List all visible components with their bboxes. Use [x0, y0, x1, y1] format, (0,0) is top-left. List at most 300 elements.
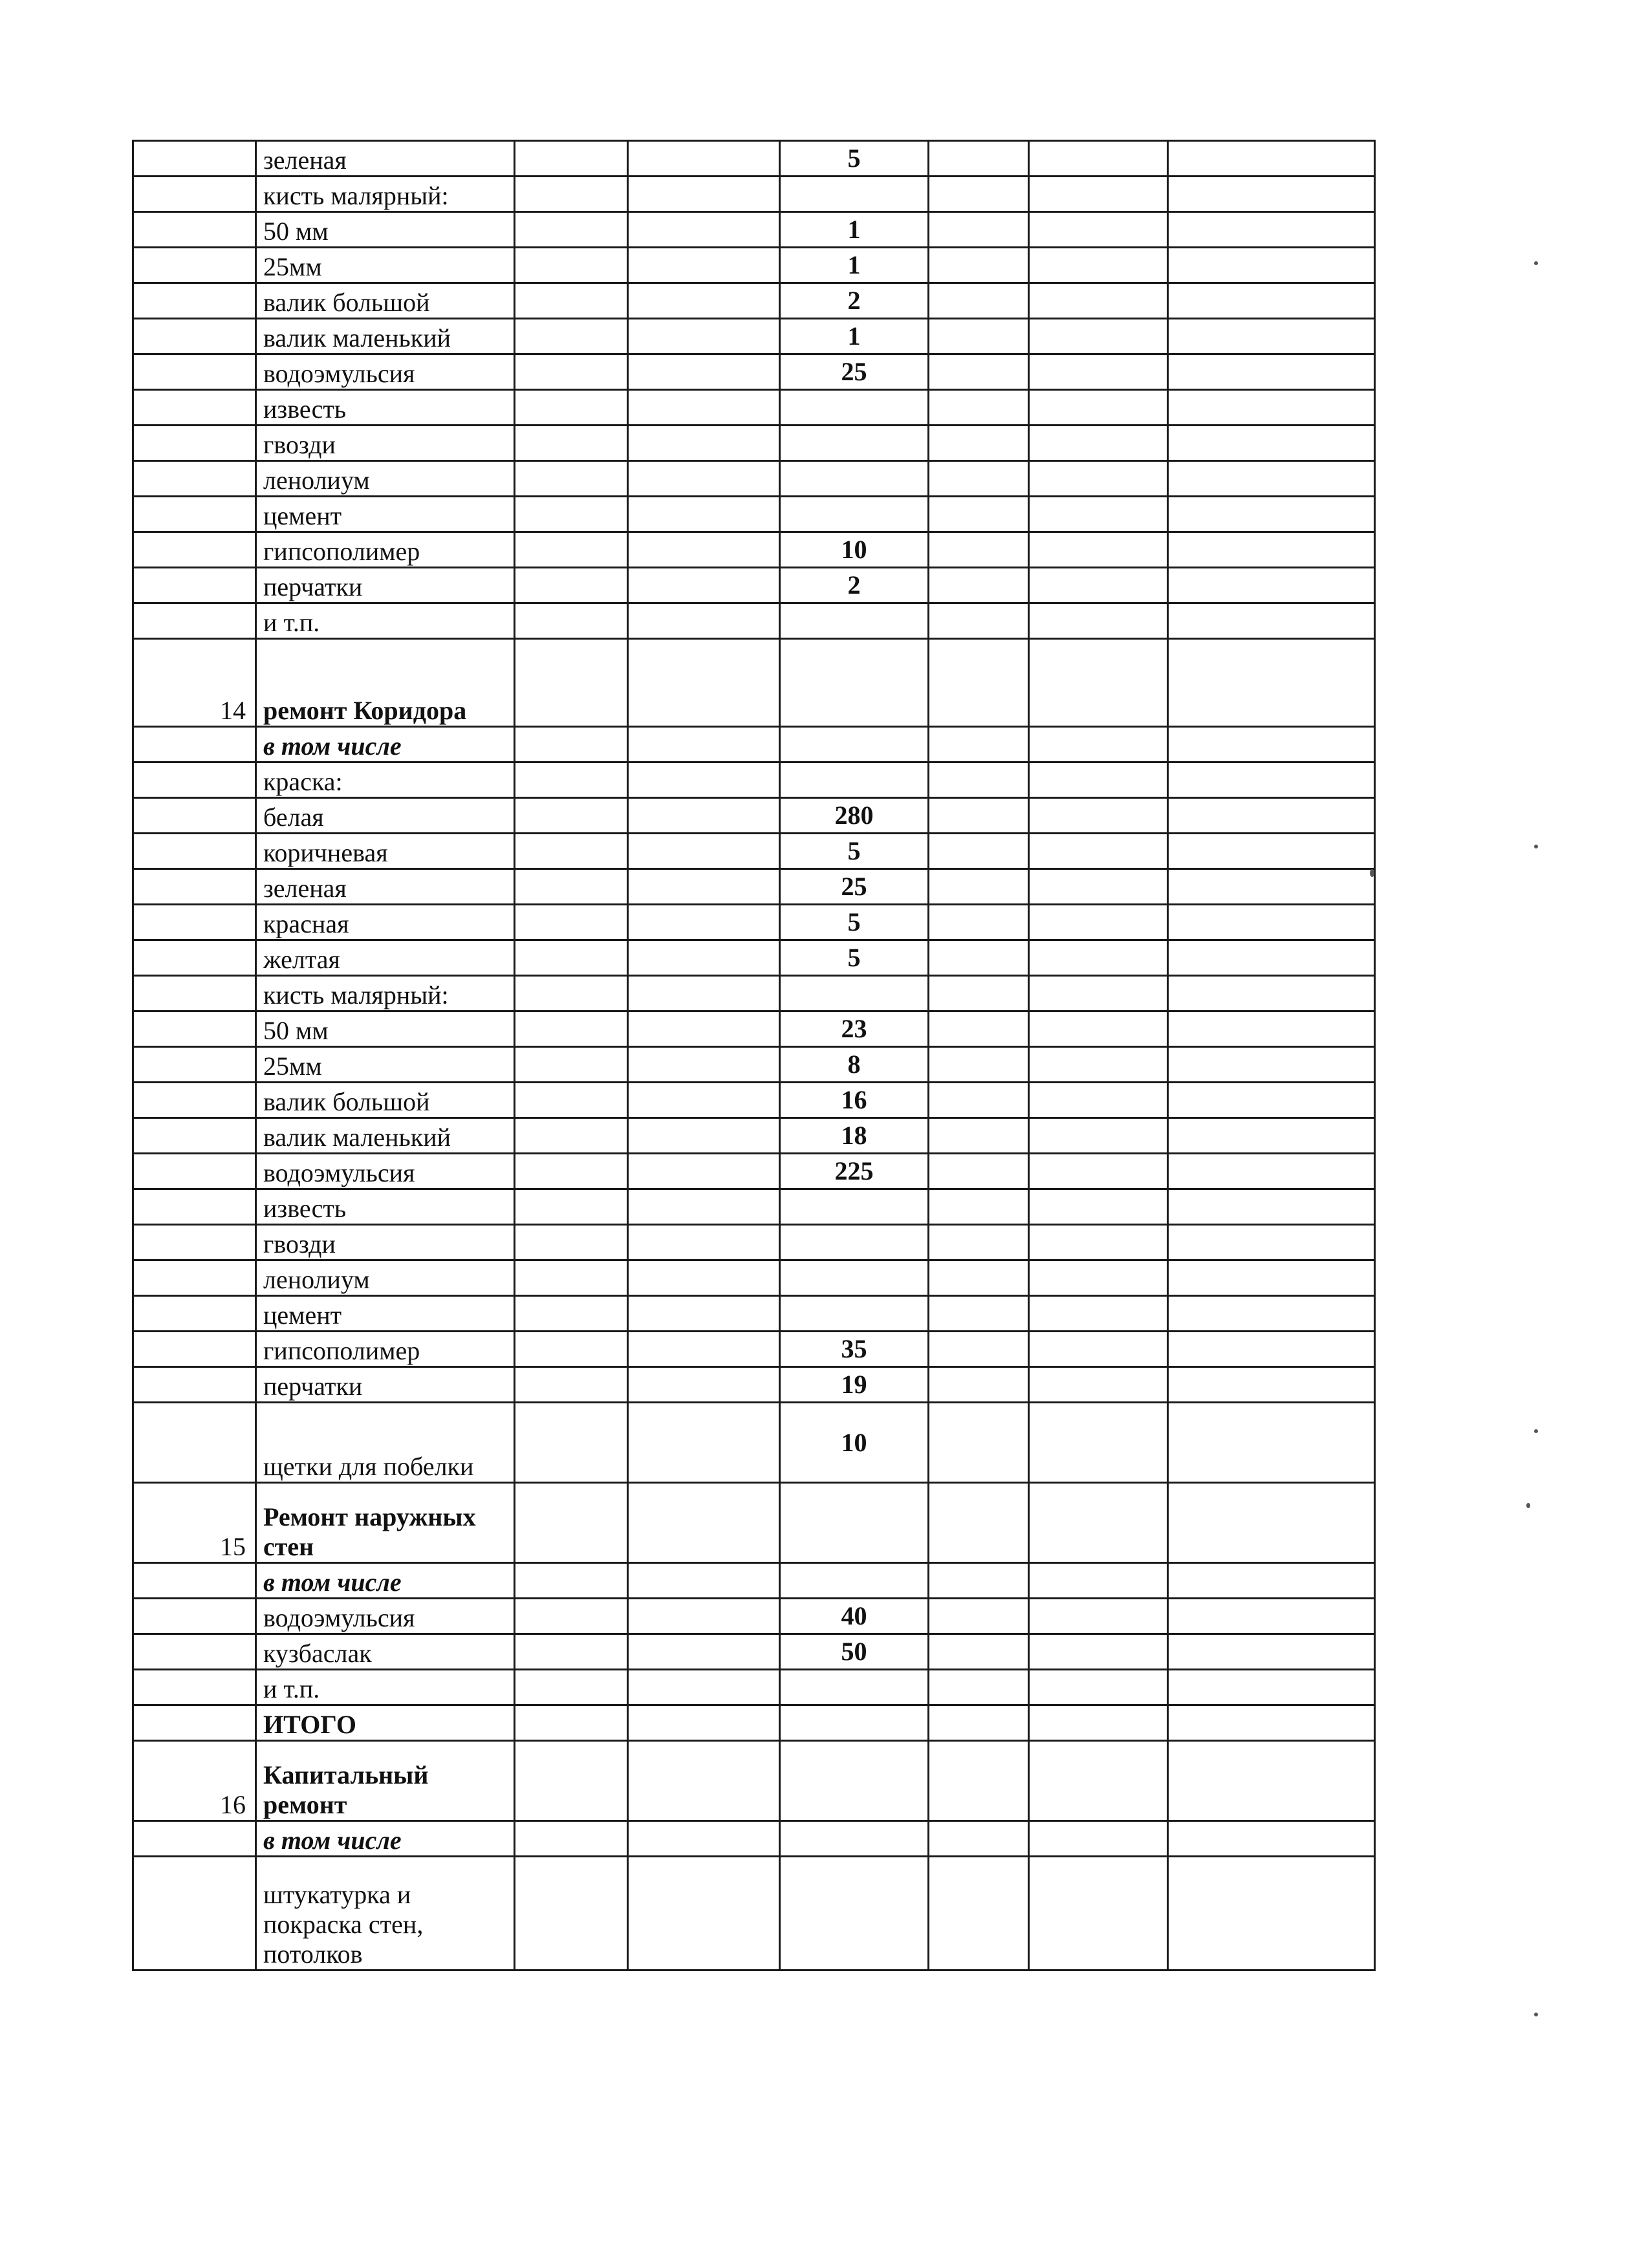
- empty-cell: [929, 141, 1029, 177]
- empty-cell: [1168, 1118, 1375, 1154]
- empty-cell: [1168, 1260, 1375, 1296]
- row-number-cell: [133, 532, 256, 568]
- item-name-cell: и т.п.: [256, 1670, 515, 1705]
- table-row: [133, 532, 1375, 568]
- empty-cell: [1168, 354, 1375, 390]
- empty-cell: [929, 283, 1029, 319]
- table-row: [133, 1403, 1375, 1483]
- quantity-cell: [780, 1225, 929, 1260]
- empty-cell: [515, 1367, 628, 1403]
- empty-cell: [628, 177, 780, 212]
- quantity-cell: 10: [780, 1403, 929, 1483]
- row-number-cell: [133, 248, 256, 283]
- empty-cell: [929, 461, 1029, 497]
- empty-cell: [1029, 1634, 1168, 1670]
- row-number-cell: [133, 1011, 256, 1047]
- empty-cell: [1029, 141, 1168, 177]
- empty-cell: [1029, 834, 1168, 869]
- empty-cell: [628, 727, 780, 762]
- empty-cell: [929, 834, 1029, 869]
- empty-cell: [628, 1403, 780, 1483]
- item-name-cell: валик маленький: [256, 319, 515, 354]
- empty-cell: [515, 1670, 628, 1705]
- empty-cell: [628, 1670, 780, 1705]
- row-number-cell: [133, 1599, 256, 1634]
- empty-cell: [515, 1118, 628, 1154]
- quantity-cell: [780, 426, 929, 461]
- scan-speck: [1534, 261, 1538, 265]
- empty-cell: [1168, 1367, 1375, 1403]
- empty-cell: [628, 940, 780, 976]
- empty-cell: [1168, 603, 1375, 639]
- table-row: [133, 354, 1375, 390]
- empty-cell: [1029, 1332, 1168, 1367]
- empty-cell: [628, 1011, 780, 1047]
- empty-cell: [1168, 905, 1375, 940]
- quantity-cell: [780, 390, 929, 426]
- empty-cell: [1029, 283, 1168, 319]
- item-name-cell: в том числе: [256, 1821, 515, 1857]
- row-number-cell: [133, 1189, 256, 1225]
- table-row: [133, 461, 1375, 497]
- quantity-cell: [780, 1857, 929, 1971]
- empty-cell: [1029, 497, 1168, 532]
- empty-cell: [515, 834, 628, 869]
- empty-cell: [1029, 568, 1168, 603]
- item-name-cell: 50 мм: [256, 212, 515, 248]
- item-name-cell: известь: [256, 390, 515, 426]
- table-row: [133, 798, 1375, 834]
- empty-cell: [628, 497, 780, 532]
- empty-cell: [628, 1367, 780, 1403]
- quantity-cell: 5: [780, 940, 929, 976]
- empty-cell: [515, 1563, 628, 1599]
- empty-cell: [1168, 1563, 1375, 1599]
- empty-cell: [1168, 461, 1375, 497]
- item-name-cell: гипсополимер: [256, 1332, 515, 1367]
- row-number-cell: [133, 390, 256, 426]
- quantity-cell: 16: [780, 1083, 929, 1118]
- empty-cell: [929, 1857, 1029, 1971]
- row-number-cell: [133, 426, 256, 461]
- empty-cell: [1168, 1047, 1375, 1083]
- empty-cell: [929, 1599, 1029, 1634]
- empty-cell: [515, 568, 628, 603]
- empty-cell: [515, 1189, 628, 1225]
- item-name-cell: 50 мм: [256, 1011, 515, 1047]
- table-row: [133, 639, 1375, 727]
- table-row: [133, 1857, 1375, 1971]
- table-row: [133, 1483, 1375, 1563]
- empty-cell: [515, 1154, 628, 1189]
- table-row: [133, 248, 1375, 283]
- empty-cell: [515, 248, 628, 283]
- quantity-cell: 50: [780, 1634, 929, 1670]
- quantity-cell: 1: [780, 319, 929, 354]
- row-number-cell: [133, 1563, 256, 1599]
- row-number-cell: [133, 1332, 256, 1367]
- empty-cell: [1168, 426, 1375, 461]
- empty-cell: [1029, 762, 1168, 798]
- item-name-cell: цемент: [256, 497, 515, 532]
- quantity-cell: 19: [780, 1367, 929, 1403]
- row-number-cell: 16: [133, 1741, 256, 1821]
- quantity-cell: 2: [780, 283, 929, 319]
- empty-cell: [515, 1403, 628, 1483]
- empty-cell: [1029, 798, 1168, 834]
- quantity-cell: 10: [780, 532, 929, 568]
- item-name-cell: валик маленький: [256, 1118, 515, 1154]
- empty-cell: [515, 1599, 628, 1634]
- empty-cell: [628, 426, 780, 461]
- empty-cell: [1168, 798, 1375, 834]
- quantity-cell: [780, 727, 929, 762]
- empty-cell: [628, 1154, 780, 1189]
- empty-cell: [1168, 1483, 1375, 1563]
- table-row: [133, 762, 1375, 798]
- quantity-cell: 2: [780, 568, 929, 603]
- empty-cell: [929, 1154, 1029, 1189]
- empty-cell: [929, 1011, 1029, 1047]
- empty-cell: [929, 940, 1029, 976]
- row-number-cell: [133, 1047, 256, 1083]
- row-number-cell: [133, 354, 256, 390]
- empty-cell: [929, 798, 1029, 834]
- empty-cell: [1168, 1011, 1375, 1047]
- table-row: [133, 283, 1375, 319]
- empty-cell: [1029, 1189, 1168, 1225]
- empty-cell: [1168, 319, 1375, 354]
- empty-cell: [929, 1705, 1029, 1741]
- table-row: [133, 212, 1375, 248]
- empty-cell: [1168, 1634, 1375, 1670]
- row-number-cell: [133, 834, 256, 869]
- empty-cell: [1029, 1367, 1168, 1403]
- table-row: [133, 1047, 1375, 1083]
- item-name-cell: желтая: [256, 940, 515, 976]
- empty-cell: [515, 1332, 628, 1367]
- empty-cell: [929, 354, 1029, 390]
- quantity-cell: 5: [780, 905, 929, 940]
- table-row: [133, 319, 1375, 354]
- empty-cell: [1029, 1047, 1168, 1083]
- empty-cell: [1029, 1821, 1168, 1857]
- empty-cell: [929, 1225, 1029, 1260]
- table-row: [133, 1225, 1375, 1260]
- item-name-cell: водоэмульсия: [256, 1599, 515, 1634]
- empty-cell: [1029, 1296, 1168, 1332]
- empty-cell: [1168, 869, 1375, 905]
- item-name-cell: коричневая: [256, 834, 515, 869]
- empty-cell: [1168, 532, 1375, 568]
- empty-cell: [929, 177, 1029, 212]
- empty-cell: [1168, 762, 1375, 798]
- table-row: [133, 940, 1375, 976]
- empty-cell: [1168, 141, 1375, 177]
- table-row: [133, 1083, 1375, 1118]
- empty-cell: [1029, 1083, 1168, 1118]
- item-name-cell: зеленая: [256, 869, 515, 905]
- item-name-cell: гвозди: [256, 426, 515, 461]
- empty-cell: [628, 1599, 780, 1634]
- row-number-cell: [133, 1296, 256, 1332]
- row-number-cell: [133, 497, 256, 532]
- empty-cell: [1029, 1260, 1168, 1296]
- row-number-cell: [133, 177, 256, 212]
- empty-cell: [628, 834, 780, 869]
- quantity-cell: [780, 1483, 929, 1563]
- empty-cell: [1029, 1599, 1168, 1634]
- empty-cell: [929, 1296, 1029, 1332]
- empty-cell: [628, 1705, 780, 1741]
- table-row: [133, 603, 1375, 639]
- row-number-cell: [133, 727, 256, 762]
- empty-cell: [628, 1483, 780, 1563]
- empty-cell: [628, 1260, 780, 1296]
- quantity-cell: [780, 1296, 929, 1332]
- empty-cell: [515, 497, 628, 532]
- row-number-cell: [133, 1225, 256, 1260]
- item-name-cell: белая: [256, 798, 515, 834]
- quantity-cell: 18: [780, 1118, 929, 1154]
- table-row: [133, 497, 1375, 532]
- empty-cell: [1029, 1483, 1168, 1563]
- item-name-cell: 25мм: [256, 248, 515, 283]
- empty-cell: [1168, 1705, 1375, 1741]
- empty-cell: [1029, 319, 1168, 354]
- empty-cell: [628, 319, 780, 354]
- scan-speck: [1534, 2013, 1538, 2016]
- empty-cell: [628, 1857, 780, 1971]
- empty-cell: [1029, 248, 1168, 283]
- empty-cell: [628, 1741, 780, 1821]
- empty-cell: [515, 212, 628, 248]
- empty-cell: [1168, 283, 1375, 319]
- empty-cell: [628, 1225, 780, 1260]
- quantity-cell: [780, 762, 929, 798]
- table-row: [133, 177, 1375, 212]
- empty-cell: [929, 869, 1029, 905]
- empty-cell: [628, 461, 780, 497]
- empty-cell: [1168, 1154, 1375, 1189]
- empty-cell: [628, 639, 780, 727]
- table-row: [133, 1705, 1375, 1741]
- row-number-cell: [133, 1705, 256, 1741]
- empty-cell: [515, 603, 628, 639]
- empty-cell: [929, 390, 1029, 426]
- empty-cell: [515, 390, 628, 426]
- row-number-cell: [133, 1670, 256, 1705]
- scan-speck: [1370, 869, 1374, 877]
- empty-cell: [515, 762, 628, 798]
- row-number-cell: [133, 212, 256, 248]
- empty-cell: [515, 1011, 628, 1047]
- empty-cell: [515, 798, 628, 834]
- empty-cell: [628, 1189, 780, 1225]
- empty-cell: [628, 1332, 780, 1367]
- empty-cell: [1168, 940, 1375, 976]
- row-number-cell: [133, 141, 256, 177]
- empty-cell: [1168, 1821, 1375, 1857]
- empty-cell: [628, 390, 780, 426]
- empty-cell: [929, 1047, 1029, 1083]
- row-number-cell: [133, 1634, 256, 1670]
- quantity-cell: [780, 1260, 929, 1296]
- item-name-cell: щетки для побелки: [256, 1403, 515, 1483]
- empty-cell: [1029, 461, 1168, 497]
- quantity-cell: 25: [780, 354, 929, 390]
- empty-cell: [628, 1118, 780, 1154]
- empty-cell: [1029, 869, 1168, 905]
- empty-cell: [515, 141, 628, 177]
- empty-cell: [929, 1083, 1029, 1118]
- empty-cell: [628, 141, 780, 177]
- empty-cell: [515, 869, 628, 905]
- item-name-cell: известь: [256, 1189, 515, 1225]
- item-name-cell: водоэмульсия: [256, 354, 515, 390]
- empty-cell: [929, 1367, 1029, 1403]
- item-name-cell: гвозди: [256, 1225, 515, 1260]
- empty-cell: [929, 319, 1029, 354]
- empty-cell: [515, 940, 628, 976]
- item-name-cell: перчатки: [256, 568, 515, 603]
- item-name-cell: валик большой: [256, 283, 515, 319]
- empty-cell: [515, 1296, 628, 1332]
- quantity-cell: [780, 1821, 929, 1857]
- empty-cell: [628, 762, 780, 798]
- item-name-cell: валик большой: [256, 1083, 515, 1118]
- empty-cell: [1029, 905, 1168, 940]
- item-name-cell: Ремонт наружных стен: [256, 1483, 515, 1563]
- item-name-cell: цемент: [256, 1296, 515, 1332]
- item-name-cell: Капитальный ремонт: [256, 1741, 515, 1821]
- row-number-cell: [133, 1367, 256, 1403]
- empty-cell: [1029, 976, 1168, 1011]
- empty-cell: [1168, 1741, 1375, 1821]
- empty-cell: [515, 1821, 628, 1857]
- empty-cell: [628, 976, 780, 1011]
- item-name-cell: штукатурка и покраска стен, потолков: [256, 1857, 515, 1971]
- empty-cell: [929, 762, 1029, 798]
- empty-cell: [929, 248, 1029, 283]
- empty-cell: [929, 1332, 1029, 1367]
- table-row: [133, 1189, 1375, 1225]
- empty-cell: [515, 1225, 628, 1260]
- row-number-cell: [133, 319, 256, 354]
- empty-cell: [1029, 1705, 1168, 1741]
- table-row: [133, 1634, 1375, 1670]
- empty-cell: [1029, 354, 1168, 390]
- item-name-cell: ремонт Коридора: [256, 639, 515, 727]
- empty-cell: [628, 798, 780, 834]
- empty-cell: [929, 497, 1029, 532]
- table-row: [133, 1821, 1375, 1857]
- quantity-cell: [780, 603, 929, 639]
- empty-cell: [1168, 639, 1375, 727]
- row-number-cell: [133, 603, 256, 639]
- empty-cell: [1168, 1332, 1375, 1367]
- table-row: [133, 869, 1375, 905]
- empty-cell: [515, 1483, 628, 1563]
- table-row: [133, 1260, 1375, 1296]
- row-number-cell: [133, 940, 256, 976]
- empty-cell: [929, 1260, 1029, 1296]
- empty-cell: [929, 639, 1029, 727]
- table-row: [133, 976, 1375, 1011]
- empty-cell: [929, 568, 1029, 603]
- row-number-cell: [133, 976, 256, 1011]
- empty-cell: [515, 1857, 628, 1971]
- empty-cell: [1029, 426, 1168, 461]
- empty-cell: [929, 603, 1029, 639]
- empty-cell: [1168, 248, 1375, 283]
- empty-cell: [628, 354, 780, 390]
- item-name-cell: красная: [256, 905, 515, 940]
- empty-cell: [929, 1821, 1029, 1857]
- empty-cell: [1029, 1857, 1168, 1971]
- empty-cell: [1029, 940, 1168, 976]
- quantity-cell: 25: [780, 869, 929, 905]
- empty-cell: [929, 1403, 1029, 1483]
- table-row: [133, 1563, 1375, 1599]
- table-row: [133, 1332, 1375, 1367]
- table-row: [133, 1011, 1375, 1047]
- empty-cell: [929, 532, 1029, 568]
- item-name-cell: и т.п.: [256, 603, 515, 639]
- quantity-cell: 5: [780, 141, 929, 177]
- item-name-cell: ленолиум: [256, 461, 515, 497]
- quantity-cell: 1: [780, 212, 929, 248]
- empty-cell: [1168, 497, 1375, 532]
- row-number-cell: [133, 568, 256, 603]
- table-row: [133, 1367, 1375, 1403]
- empty-cell: [929, 426, 1029, 461]
- table-row: [133, 568, 1375, 603]
- empty-cell: [1168, 1857, 1375, 1971]
- quantity-cell: [780, 177, 929, 212]
- row-number-cell: 14: [133, 639, 256, 727]
- item-name-cell: перчатки: [256, 1367, 515, 1403]
- table-row: [133, 727, 1375, 762]
- row-number-cell: [133, 762, 256, 798]
- row-number-cell: [133, 798, 256, 834]
- empty-cell: [1029, 1670, 1168, 1705]
- table-row: [133, 1118, 1375, 1154]
- empty-cell: [628, 1296, 780, 1332]
- empty-cell: [1168, 1296, 1375, 1332]
- empty-cell: [1168, 727, 1375, 762]
- empty-cell: [515, 1083, 628, 1118]
- empty-cell: [1029, 603, 1168, 639]
- row-number-cell: [133, 869, 256, 905]
- empty-cell: [515, 1741, 628, 1821]
- empty-cell: [628, 1047, 780, 1083]
- empty-cell: [929, 1634, 1029, 1670]
- empty-cell: [929, 727, 1029, 762]
- item-name-cell: зеленая: [256, 141, 515, 177]
- table-row: [133, 1599, 1375, 1634]
- empty-cell: [628, 1563, 780, 1599]
- scan-speck: [1534, 1429, 1538, 1433]
- quantity-cell: [780, 1563, 929, 1599]
- item-name-cell: ленолиум: [256, 1260, 515, 1296]
- quantity-cell: [780, 976, 929, 1011]
- row-number-cell: 15: [133, 1483, 256, 1563]
- empty-cell: [929, 905, 1029, 940]
- row-number-cell: [133, 461, 256, 497]
- empty-cell: [1168, 390, 1375, 426]
- row-number-cell: [133, 1857, 256, 1971]
